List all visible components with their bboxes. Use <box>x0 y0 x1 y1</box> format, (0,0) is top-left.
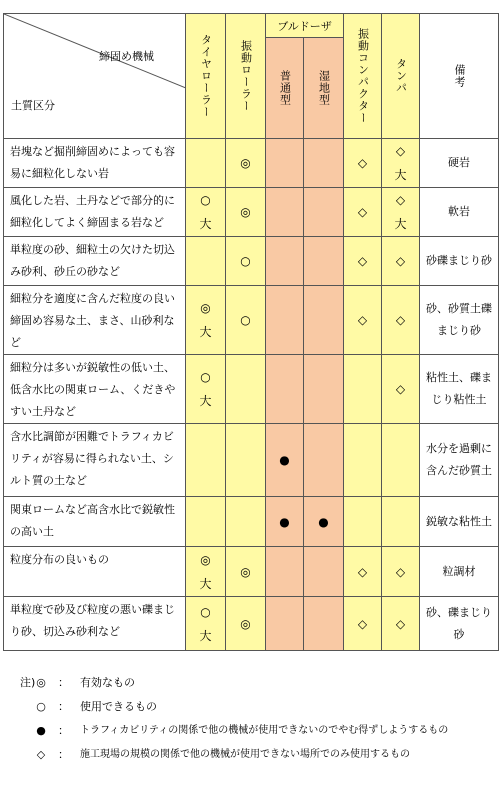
cell-symbol <box>186 454 225 466</box>
cell-vib <box>226 547 266 597</box>
cell-wet <box>304 547 344 597</box>
cell-tamper <box>382 188 420 237</box>
col-remarks <box>420 14 499 139</box>
cell-symbol <box>382 454 419 466</box>
cell-symbol: ◇ <box>395 144 406 158</box>
cell-symbol: ◇ <box>357 313 368 327</box>
cell-vib <box>226 139 266 188</box>
cell-symbol: 大 <box>199 325 212 339</box>
table-row <box>4 597 499 651</box>
cell-tire <box>186 497 226 547</box>
cell-symbol <box>266 314 303 326</box>
cell-compactor <box>344 597 382 651</box>
cell-compactor <box>344 139 382 188</box>
cell-symbol <box>304 255 343 267</box>
cell-symbol: ● <box>279 514 290 529</box>
cell-tire <box>186 424 226 497</box>
cell-symbol: 大 <box>394 168 407 182</box>
col-vibration-roller <box>226 14 266 139</box>
table-row <box>4 424 499 497</box>
cell-tire <box>186 286 226 355</box>
soil-description: 含水比調節が困難でトラフィカビリティが容易に得られない土、シルト質の土など <box>4 424 186 497</box>
cell-symbol: ◎ <box>240 205 251 219</box>
soil-description: 単粒度の砂、細粒土の欠けた切込み砂利、砂丘の砂など <box>4 237 186 286</box>
cell-normal <box>266 139 304 188</box>
cell-wet <box>304 188 344 237</box>
cell-compactor <box>344 497 382 547</box>
remarks-cell: 砂、礫まじり砂 <box>420 597 499 651</box>
cell-symbol: 大 <box>199 628 212 643</box>
col-bulldozer-normal-label: 普通型 <box>278 70 292 107</box>
cell-symbol <box>344 516 381 528</box>
cell-symbol <box>186 163 225 175</box>
cell-symbol <box>186 255 225 267</box>
cell-symbol: ◇ <box>395 564 406 579</box>
cell-wet <box>304 424 344 497</box>
cell-compactor <box>344 424 382 497</box>
col-bulldozer <box>266 14 344 38</box>
soil-description: 関東ロームなど高含水比で鋭敏性の高い土 <box>4 497 186 547</box>
cell-symbol <box>304 454 343 466</box>
cell-symbol <box>266 566 303 578</box>
cell-symbol <box>266 157 303 169</box>
cell-symbol: ○ <box>200 604 211 619</box>
diagonal-line <box>4 14 186 138</box>
table-row <box>4 188 499 237</box>
cell-tire <box>186 188 226 237</box>
remarks-cell: 軟岩 <box>420 188 499 237</box>
cell-symbol: 大 <box>199 217 212 231</box>
cell-symbol <box>304 618 343 630</box>
cell-tamper <box>382 597 420 651</box>
cell-symbol <box>382 516 419 528</box>
soil-description: 細粒分を適度に含んだ粒度の良い締固め容易な土、まさ、山砂利など <box>4 286 186 355</box>
compaction-table <box>3 13 499 651</box>
cell-symbol: ○ <box>240 313 251 327</box>
cell-compactor <box>344 286 382 355</box>
legend-colon: ： <box>58 676 69 689</box>
remarks-cell: 硬岩 <box>420 139 499 188</box>
cell-symbol <box>186 516 225 528</box>
soil-label: 土質区分 <box>11 99 55 112</box>
cell-symbol: ○ <box>200 193 211 207</box>
cell-vib <box>226 286 266 355</box>
cell-vib <box>226 355 266 424</box>
cell-symbol: ● <box>318 514 329 529</box>
cell-wet <box>304 597 344 651</box>
cell-normal <box>266 355 304 424</box>
cell-vib <box>226 597 266 651</box>
remarks-cell: 鋭敏な粘性土 <box>420 497 499 547</box>
remarks-cell: 粘性土、礫まじり粘性土 <box>420 355 499 424</box>
soil-description: 細粒分は多いが鋭敏性の低い土、低含水比の関東ローム、くだきやすい土丹など <box>4 355 186 424</box>
cell-tamper <box>382 286 420 355</box>
cell-compactor <box>344 188 382 237</box>
remarks-cell: 砂礫まじり砂 <box>420 237 499 286</box>
legend-colon: ： <box>58 700 69 713</box>
table-row <box>4 139 499 188</box>
cell-symbol: ◇ <box>395 193 406 207</box>
machine-label: 締固め機械 <box>99 50 154 63</box>
legend-symbol: ○ <box>36 700 46 713</box>
cell-symbol <box>266 383 303 395</box>
legend-text: 使用できるもの <box>80 700 157 713</box>
cell-symbol: ◇ <box>357 156 368 170</box>
col-vibration-compactor <box>344 14 382 139</box>
cell-symbol <box>226 383 265 395</box>
cell-tamper <box>382 139 420 188</box>
soil-description: 風化した岩、土丹などで部分的に細粒化してよく締固まる岩など <box>4 188 186 237</box>
legend-text: トラフィカビリティの関係で他の機械が使用できないのでやむ得ずしようするもの <box>80 725 449 736</box>
col-tamper <box>382 14 420 139</box>
cell-symbol: ◎ <box>240 156 251 170</box>
cell-symbol <box>344 383 381 395</box>
col-bulldozer-wet <box>304 38 344 139</box>
cell-normal <box>266 237 304 286</box>
col-vibration-compactor-label: 振動コンパクター <box>356 28 370 124</box>
cell-symbol <box>226 454 265 466</box>
cell-compactor <box>344 355 382 424</box>
col-vibration-roller-label: 振動ローラー <box>239 40 253 112</box>
cell-symbol <box>266 255 303 267</box>
cell-wet <box>304 355 344 424</box>
soil-description: 粒度分布の良いもの <box>4 547 186 597</box>
legend-colon: ： <box>58 748 69 761</box>
col-bulldozer-normal <box>266 38 304 139</box>
cell-tamper <box>382 547 420 597</box>
col-remarks-label: 備考 <box>453 64 466 88</box>
legend-text: 有効なもの <box>80 676 135 689</box>
cell-tire <box>186 237 226 286</box>
cell-compactor <box>344 237 382 286</box>
cell-symbol <box>304 157 343 169</box>
remarks-cell: 砂、砂質土礫まじり砂 <box>420 286 499 355</box>
remarks-cell: 水分を過剰に含んだ砂質土 <box>420 424 499 497</box>
cell-symbol: ◇ <box>395 313 406 327</box>
cell-symbol: ◇ <box>395 254 406 268</box>
cell-tire <box>186 139 226 188</box>
cell-symbol <box>304 383 343 395</box>
cell-tire <box>186 355 226 424</box>
cell-tamper <box>382 497 420 547</box>
legend-symbol: ◇ <box>36 748 46 761</box>
col-tire-roller-label: タイヤローラー <box>199 34 213 118</box>
remarks-cell: 粒調材 <box>420 547 499 597</box>
cell-vib <box>226 497 266 547</box>
cell-symbol: ◇ <box>357 254 368 268</box>
cell-symbol: ◎ <box>240 564 251 579</box>
cell-symbol: ◇ <box>395 616 406 631</box>
cell-symbol: 大 <box>199 394 212 408</box>
cell-symbol: ◇ <box>357 564 368 579</box>
cell-symbol: ◎ <box>240 616 251 631</box>
cell-symbol <box>266 206 303 218</box>
cell-symbol: 大 <box>199 576 212 591</box>
cell-normal <box>266 424 304 497</box>
cell-tamper <box>382 355 420 424</box>
cell-symbol <box>344 454 381 466</box>
cell-symbol <box>226 516 265 528</box>
table-body <box>4 139 499 651</box>
col-bulldozer-wet-label: 湿地型 <box>317 70 331 107</box>
cell-tire <box>186 597 226 651</box>
cell-symbol: 大 <box>394 217 407 231</box>
cell-symbol <box>304 566 343 578</box>
cell-symbol <box>304 314 343 326</box>
table-row <box>4 237 499 286</box>
legend-prefix: 注) <box>20 676 36 689</box>
legend-colon: ： <box>58 724 69 737</box>
cell-vib <box>226 237 266 286</box>
cell-wet <box>304 286 344 355</box>
table-row <box>4 286 499 355</box>
cell-normal <box>266 188 304 237</box>
soil-description: 岩塊など掘削締固めによっても容易に細粒化しない岩 <box>4 139 186 188</box>
legend-symbol: ● <box>36 724 46 737</box>
cell-wet <box>304 497 344 547</box>
table-row <box>4 355 499 424</box>
col-tamper-label: タンパ <box>394 58 408 94</box>
cell-vib <box>226 424 266 497</box>
cell-symbol <box>266 618 303 630</box>
cell-normal <box>266 547 304 597</box>
legend-text: 施工現場の規模の関係で他の機械が使用できない場所でのみ使用するもの <box>80 749 410 760</box>
cell-compactor <box>344 547 382 597</box>
cell-normal <box>266 497 304 547</box>
table-row <box>4 497 499 547</box>
table-row <box>4 547 499 597</box>
cell-symbol: ○ <box>200 370 211 384</box>
soil-description: 単粒度で砂及び粒度の悪い礫まじり砂、切込み砂利など <box>4 597 186 651</box>
cell-wet <box>304 237 344 286</box>
cell-wet <box>304 139 344 188</box>
col-tire-roller <box>186 14 226 139</box>
header-diagonal-cell <box>4 14 186 139</box>
cell-symbol: ◎ <box>200 301 211 315</box>
cell-symbol <box>304 206 343 218</box>
cell-symbol: ● <box>279 453 290 467</box>
cell-normal <box>266 597 304 651</box>
cell-symbol <box>186 151 225 163</box>
col-bulldozer-label: ブルドーザ <box>277 19 332 33</box>
cell-tamper <box>382 237 420 286</box>
cell-symbol: ◇ <box>395 382 406 396</box>
cell-symbol: ○ <box>240 254 251 268</box>
cell-symbol: ◎ <box>200 552 211 567</box>
cell-tire <box>186 547 226 597</box>
cell-symbol: ◇ <box>357 616 368 631</box>
cell-symbol: ◇ <box>357 205 368 219</box>
cell-normal <box>266 286 304 355</box>
legend-symbol: ◎ <box>36 676 46 689</box>
cell-tamper <box>382 424 420 497</box>
cell-vib <box>226 188 266 237</box>
